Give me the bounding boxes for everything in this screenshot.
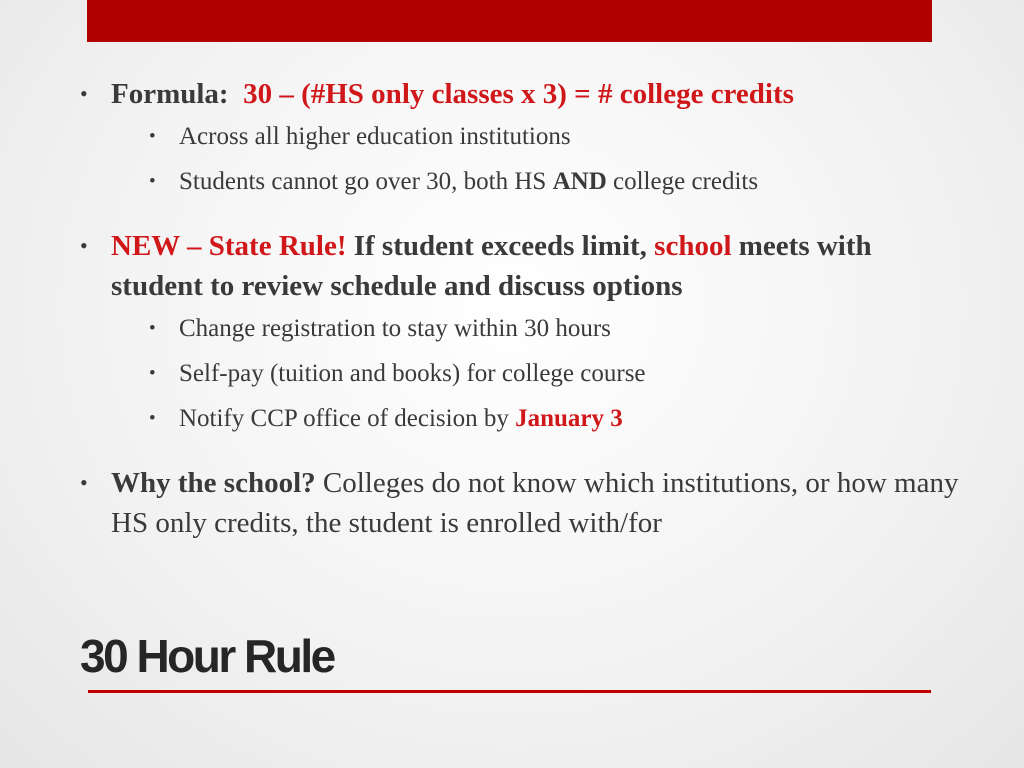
sub-text-end: college credits [606, 168, 759, 195]
why-school-text: Colleges do not know which institutions, or how many HS only credits, the student is enrolled with/for [111, 467, 959, 539]
bullet-state-rule [78, 226, 968, 441]
sub-text: Self-pay (tuition and books) for college course [179, 360, 646, 387]
state-rule-text: If student exceeds limit, [346, 230, 655, 262]
sub-text: Students cannot go over 30, both HS [179, 168, 553, 195]
sub-text: Across all higher education institutions [179, 123, 571, 150]
list-item [111, 396, 968, 441]
bullet-dot-icon: • [149, 126, 156, 147]
deadline-date: January 3 [515, 405, 623, 432]
bullet-dot-icon: • [80, 233, 88, 258]
sub-text: Change registration to stay within 30 hours [179, 315, 611, 342]
slide-title: 30 Hour Rule [80, 630, 334, 682]
list-item [111, 159, 968, 204]
bullet-formula [78, 74, 968, 204]
list-item [111, 306, 968, 351]
bullet-dot-icon: • [149, 363, 156, 384]
state-rule-label: NEW – State Rule! [111, 230, 347, 262]
sub-text: Notify CCP office of decision by [179, 405, 516, 432]
state-rule-text-end: meets with student to review schedule and discuss options [111, 230, 872, 302]
slide-body [78, 74, 968, 543]
emphasis-and: AND [552, 168, 607, 195]
formula-label: Formula: [111, 78, 229, 110]
school-highlight: school [654, 230, 732, 262]
top-accent-bar [87, 0, 932, 42]
bullet-dot-icon: • [149, 408, 156, 429]
bullet-why-school [78, 463, 968, 543]
bullet-dot-icon: • [149, 171, 156, 192]
state-rule-subbullets [111, 306, 968, 441]
list-item [111, 351, 968, 396]
bullet-dot-icon: • [80, 81, 88, 106]
formula-expression: 30 – (#HS only classes x 3) = # college credits [243, 78, 794, 110]
bullet-dot-icon: • [80, 470, 88, 495]
title-underline [88, 690, 931, 693]
formula-subbullets [111, 114, 968, 204]
bullet-dot-icon: • [149, 318, 156, 339]
why-school-label: Why the school? [111, 467, 316, 499]
list-item [111, 114, 968, 159]
bullet-list [78, 74, 968, 543]
